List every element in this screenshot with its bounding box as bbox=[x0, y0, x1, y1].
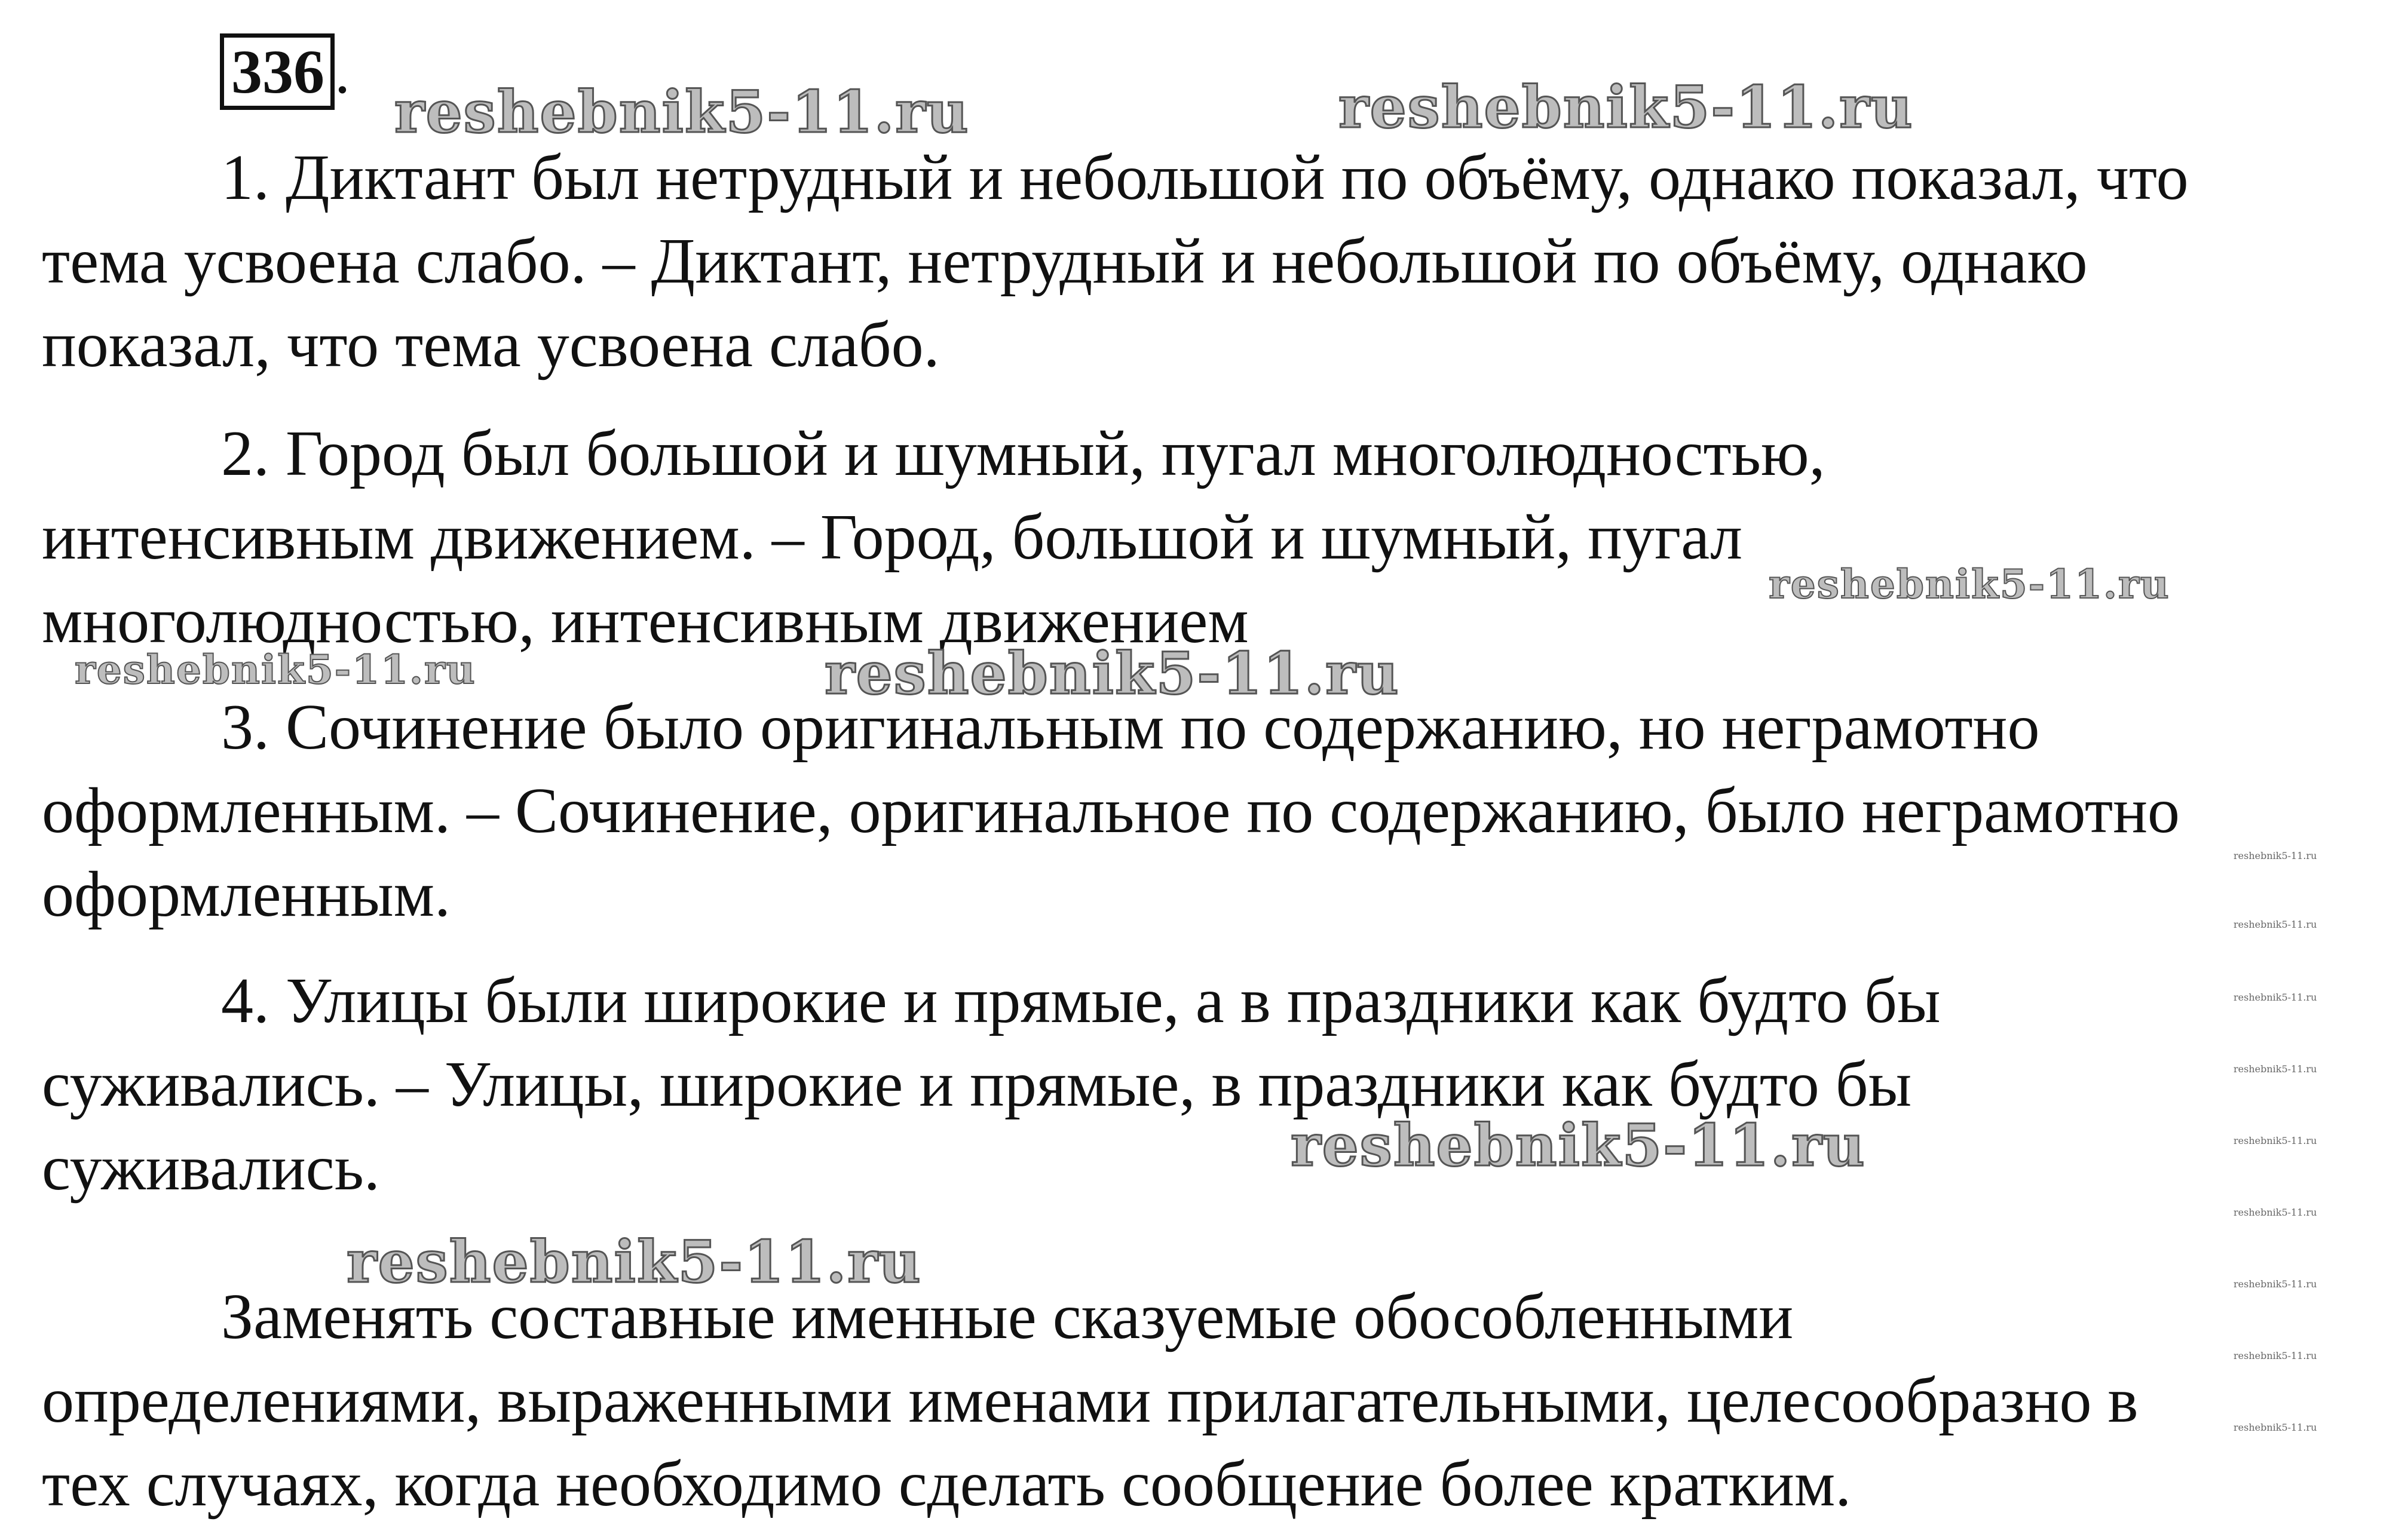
paragraph-line: тех случаях, когда необходимо сделать сообщение более кратким. bbox=[42, 1449, 1852, 1520]
paragraph-line: оформленным. – Сочинение, оригинальное по содержанию, было неграмотно bbox=[42, 775, 2180, 846]
watermark: reshebnik5-11.ru bbox=[347, 1228, 922, 1296]
paragraph-line: 1. Диктант был нетрудный и небольшой по объёму, однако показал, что bbox=[221, 142, 2189, 213]
paragraph-1 bbox=[42, 136, 2402, 387]
paragraph-line: многолюдностью, интенсивным движением bbox=[42, 585, 1249, 656]
paragraph-2 bbox=[42, 412, 2402, 663]
conclusion-paragraph bbox=[42, 1275, 2402, 1526]
paragraph-line: суживались. – Улицы, широкие и прямые, в праздники как будто бы bbox=[42, 1049, 1912, 1120]
watermark: reshebnik5-11.ru bbox=[2234, 1278, 2317, 1290]
paragraph-line: показал, что тема усвоена слабо. bbox=[42, 309, 940, 381]
watermark: reshebnik5-11.ru bbox=[75, 646, 476, 693]
paragraph-line: определениями, выраженными именами прилагательными, целесообразно в bbox=[42, 1365, 2139, 1436]
paragraph-line: 2. Город был большой и шумный, пугал многолюдностью, bbox=[221, 418, 1825, 489]
paragraph-line: 3. Сочинение было оригинальным по содержанию, но неграмотно bbox=[221, 692, 2040, 763]
paragraph-line: оформленным. bbox=[42, 859, 451, 930]
watermark: reshebnik5-11.ru bbox=[394, 78, 970, 146]
paragraph-line: 4. Улицы были широкие и прямые, а в праздники как будто бы bbox=[221, 965, 1941, 1036]
paragraph-line: интенсивным движением. – Город, большой и шумный, пугал bbox=[42, 502, 1743, 573]
paragraph-line: суживались. bbox=[42, 1133, 380, 1204]
paragraph-3 bbox=[42, 686, 2402, 937]
task-number-value: 336 bbox=[231, 38, 324, 106]
paragraph-4 bbox=[42, 959, 2402, 1210]
task-number-box bbox=[220, 33, 335, 110]
watermark: reshebnik5-11.ru bbox=[2234, 1207, 2317, 1218]
paragraph-line: тема усвоена слабо. – Диктант, нетрудный и небольшой по объёму, однако bbox=[42, 226, 2088, 297]
task-number bbox=[220, 33, 350, 110]
watermark: reshebnik5-11.ru bbox=[2234, 1063, 2317, 1075]
watermark: reshebnik5-11.ru bbox=[2234, 1422, 2317, 1433]
watermark: reshebnik5-11.ru bbox=[1291, 1112, 1866, 1179]
paragraph-line: Заменять составные именные сказуемые обособленными bbox=[221, 1281, 1794, 1352]
watermark: reshebnik5-11.ru bbox=[825, 640, 1400, 707]
watermark: reshebnik5-11.ru bbox=[2234, 1350, 2317, 1361]
task-number-dot: . bbox=[335, 38, 350, 106]
watermark: reshebnik5-11.ru bbox=[2234, 1135, 2317, 1146]
watermark: reshebnik5-11.ru bbox=[1769, 561, 2170, 608]
watermark: reshebnik5-11.ru bbox=[2234, 992, 2317, 1003]
watermark: reshebnik5-11.ru bbox=[2234, 850, 2317, 861]
watermark: reshebnik5-11.ru bbox=[1338, 73, 1914, 141]
watermark: reshebnik5-11.ru bbox=[2234, 919, 2317, 930]
